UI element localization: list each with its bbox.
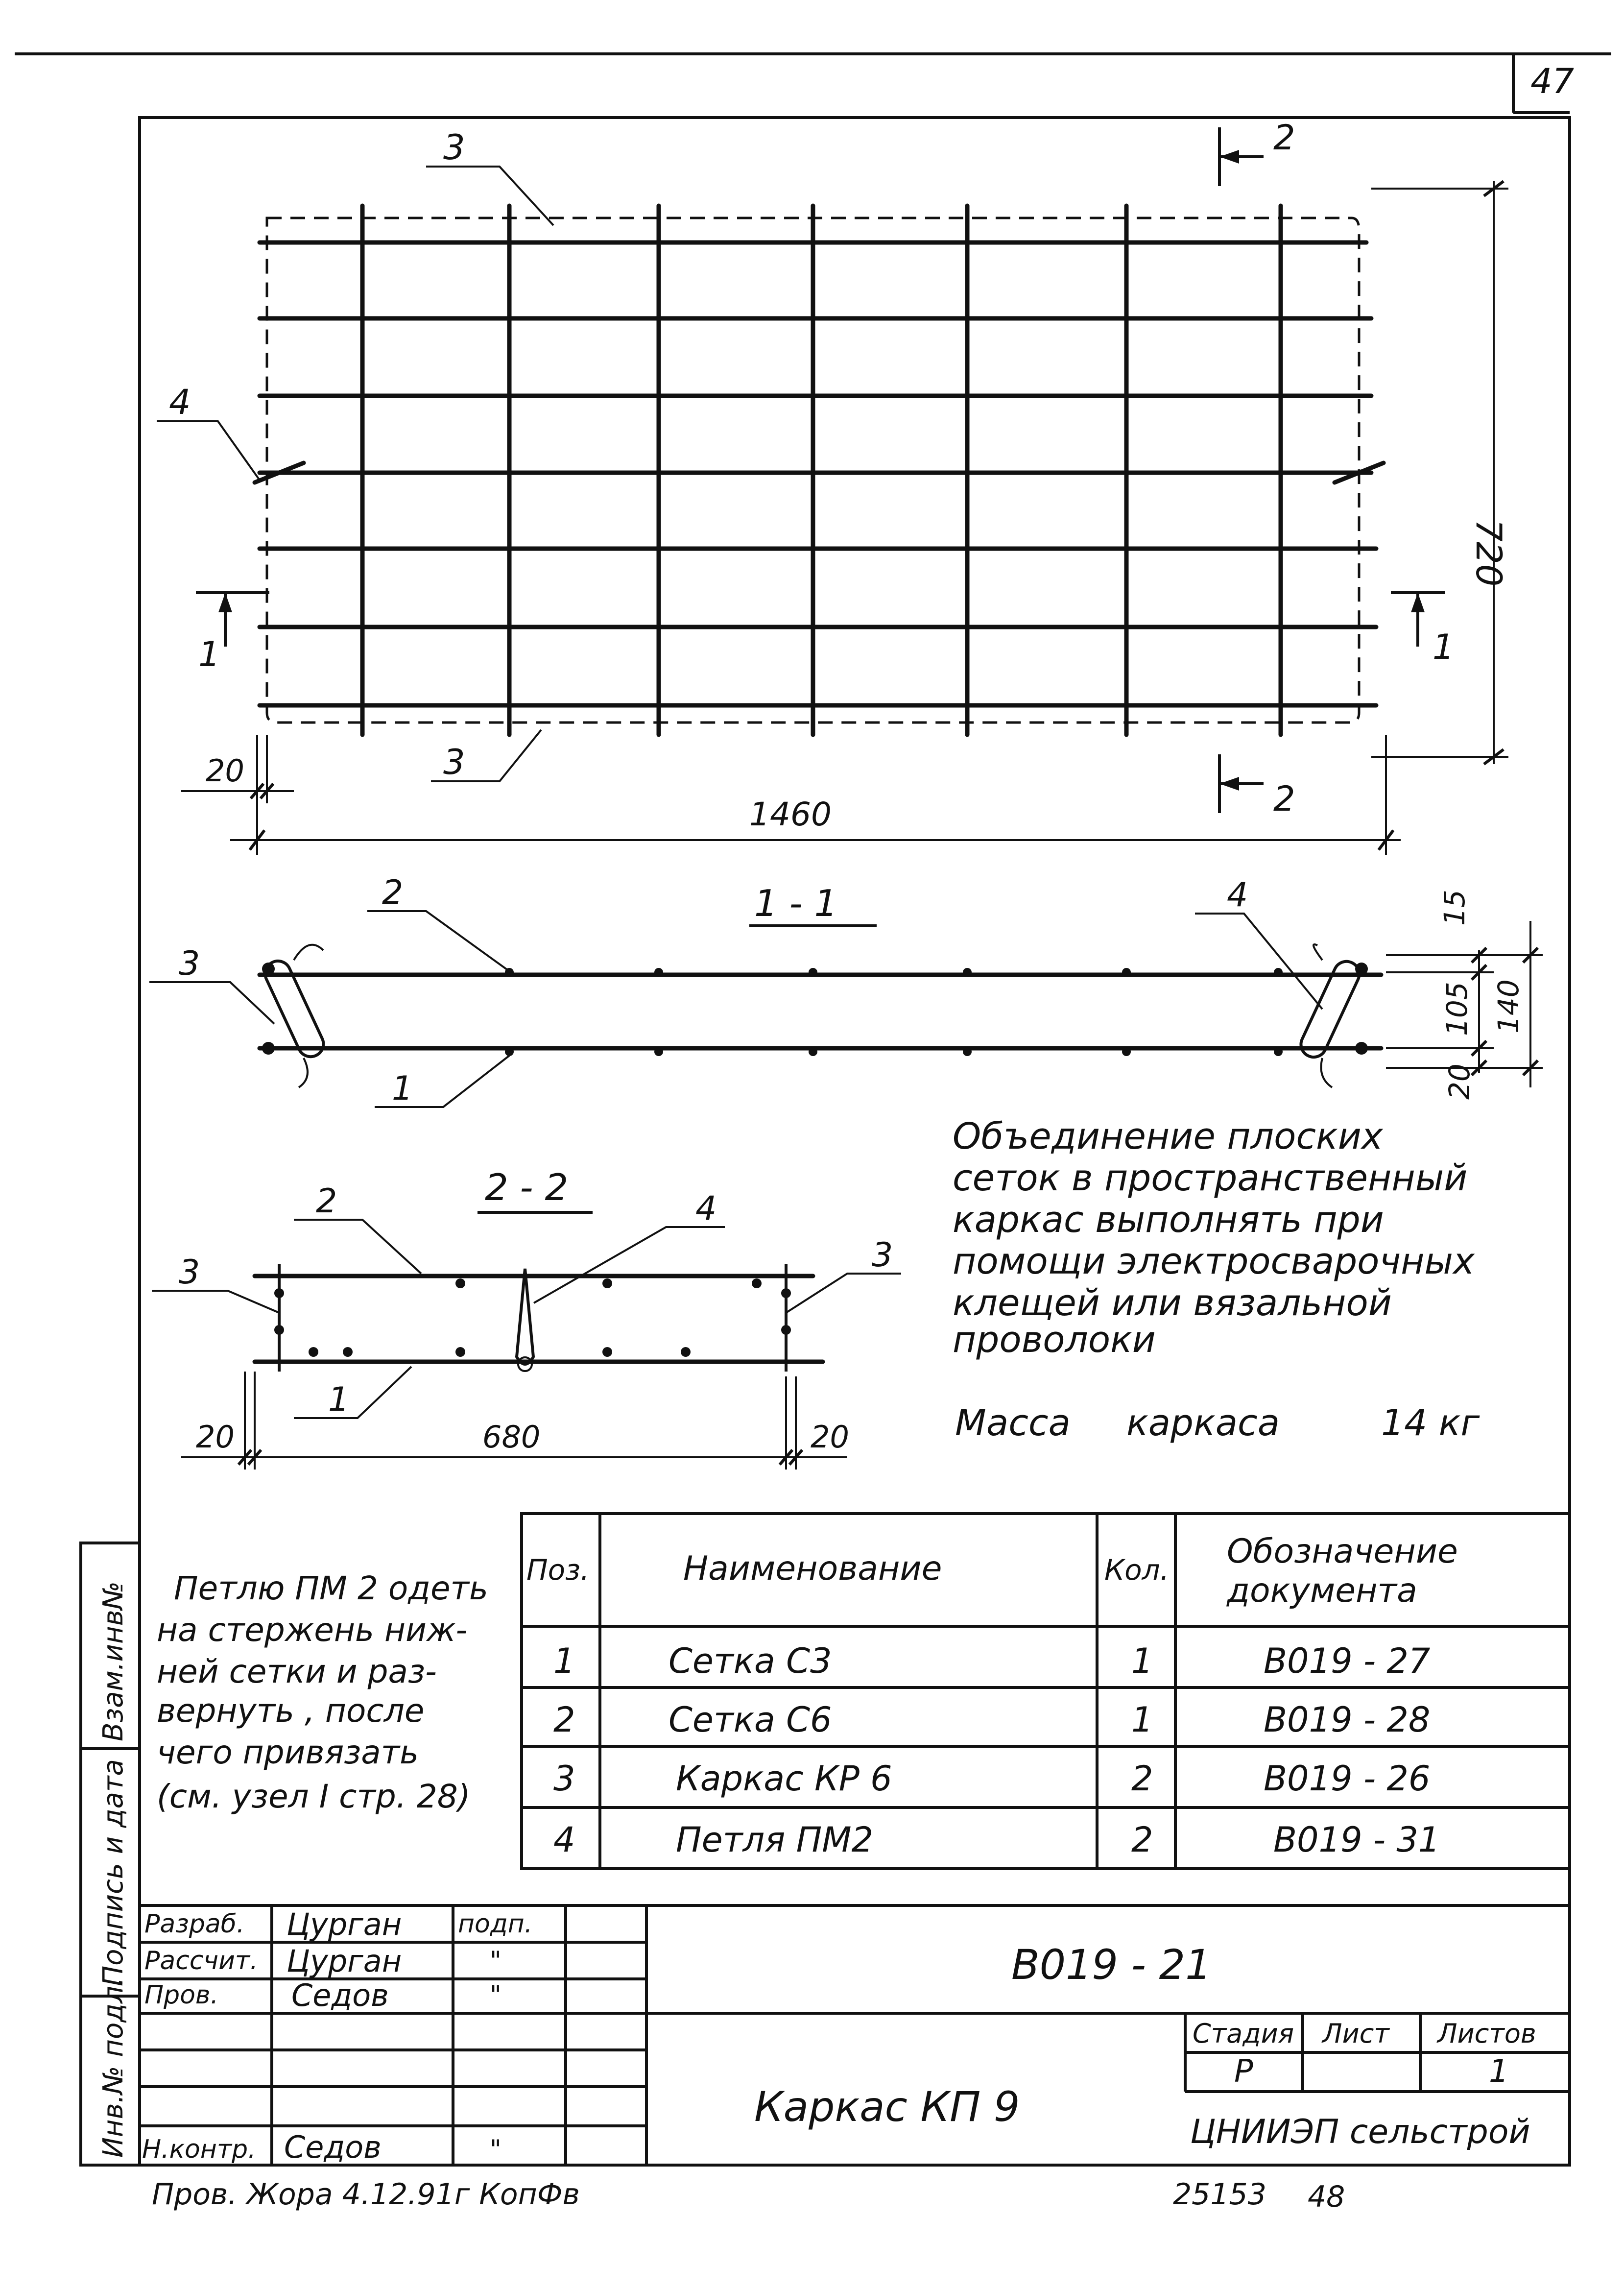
s11-dim-20: 20	[1443, 1063, 1476, 1100]
tb-sign-1: подп.	[458, 1909, 533, 1939]
tb-role-4: Н.контр.	[142, 2135, 256, 2164]
s22-dim-right-20: 20	[811, 1419, 849, 1455]
s22-label-4: 4	[695, 1189, 717, 1228]
section-1-1-title: 1 - 1	[754, 882, 838, 925]
tb-name-4: Седов	[284, 2129, 382, 2165]
mass-note	[955, 1402, 1480, 1444]
assembly-note	[953, 1115, 1475, 1361]
tb-role-2: Рассчит.	[144, 1946, 258, 1976]
tb-organization: ЦНИИЭП сельстрой	[1190, 2113, 1530, 2151]
s11-label-4: 4	[1227, 876, 1248, 915]
s11-label-1: 1	[392, 1069, 413, 1108]
loop-note-line-3: ней сетки и раз-	[157, 1653, 437, 1690]
spec-header-doc-2: документа	[1227, 1571, 1417, 1610]
mass-label: Масса	[955, 1402, 1071, 1444]
s22-label-3-left: 3	[179, 1253, 200, 1292]
spec-row-qty: 2	[1131, 1759, 1153, 1799]
spec-row-pos: 2	[553, 1700, 575, 1740]
page-number: 47	[1530, 61, 1575, 101]
plan-label-pos3-bottom: 3	[443, 742, 465, 782]
stamp-sign-date: Подпись и дата	[97, 1759, 129, 1986]
dim-height-720: 720	[1468, 519, 1509, 587]
spec-row-qty: 1	[1131, 1700, 1153, 1740]
tb-name-2: Цурган	[287, 1943, 402, 1979]
s22-dim-left-20: 20	[196, 1419, 235, 1455]
loop-note-line-4: вернуть , после	[157, 1692, 425, 1730]
tb-name-1: Цурган	[287, 1906, 402, 1942]
note-line-2: сеток в пространственный	[953, 1157, 1468, 1199]
spec-header-name: Наименование	[683, 1549, 942, 1588]
s22-label-1: 1	[328, 1380, 350, 1419]
dim-offset-20: 20	[206, 753, 244, 789]
tb-role-1: Разраб.	[144, 1909, 245, 1939]
plan-label-pos4: 4	[169, 382, 191, 422]
spec-header-doc-1: Обозначение	[1227, 1532, 1458, 1571]
spec-row-name: Сетка С3	[669, 1641, 832, 1681]
tb-sheet-header: Лист	[1322, 2018, 1389, 2049]
note-line-5: клещей или вязальной	[953, 1282, 1392, 1324]
loop-note-line-5: чего привязать	[157, 1734, 419, 1771]
stamp-inv-replace: Взам.инв№	[97, 1581, 129, 1741]
mass-value: 14 кг	[1381, 1402, 1480, 1444]
tb-drawing-name: Каркас КП 9	[754, 2083, 1020, 2131]
section-2-2	[152, 1166, 901, 1470]
s22-label-3-right: 3	[872, 1236, 893, 1275]
spec-header-pos: Поз.	[526, 1553, 590, 1587]
table-row	[553, 1641, 1430, 1681]
section1-mark-right: 1	[1433, 627, 1455, 667]
s11-label-2: 2	[382, 873, 404, 912]
title-block	[140, 1905, 1570, 2165]
note-line-3: каркас выполнять при	[953, 1199, 1384, 1241]
side-stamp	[81, 1543, 140, 2165]
note-line-6: проволоки	[953, 1319, 1156, 1361]
section2-mark-top: 2	[1273, 118, 1295, 158]
loop-note-line-2: на стержень ниж-	[157, 1611, 468, 1649]
loop-note-line-6: (см. узел I стр. 28)	[157, 1778, 471, 1815]
section1-mark-left: 1	[198, 634, 220, 675]
dim-length-1460: 1460	[749, 795, 832, 833]
tb-name-3: Седов	[291, 1977, 389, 2013]
s11-label-3: 3	[179, 944, 200, 983]
note-line-1: Объединение плоских	[953, 1115, 1383, 1157]
note-line-4: помощи электросварочных	[953, 1240, 1475, 1282]
spec-row-pos: 3	[553, 1759, 575, 1799]
spec-row-doc: В019 - 31	[1273, 1820, 1440, 1860]
table-row	[553, 1759, 1430, 1799]
s22-dim-680: 680	[482, 1419, 541, 1455]
tb-sheets-value: 1	[1489, 2053, 1509, 2090]
footer-archive-no: 25153	[1173, 2177, 1266, 2212]
spec-row-pos: 4	[553, 1820, 575, 1860]
spec-header-qty: Кол.	[1104, 1553, 1170, 1587]
tb-stage-header: Стадия	[1193, 2018, 1294, 2049]
spec-row-doc: В019 - 28	[1264, 1700, 1431, 1740]
tb-sign-3: "	[490, 1980, 502, 2010]
stamp-inv-orig: Инв.№ подл.	[97, 1977, 129, 2158]
spec-row-qty: 1	[1131, 1641, 1153, 1681]
spec-row-name: Сетка С6	[669, 1700, 832, 1740]
s11-dim-15: 15	[1438, 890, 1471, 926]
section-2-2-title: 2 - 2	[485, 1166, 569, 1209]
spec-row-doc: В019 - 26	[1264, 1759, 1431, 1799]
tb-doc-code: В019 - 21	[1011, 1941, 1212, 1989]
spec-table	[522, 1514, 1570, 1869]
tb-role-3: Пров.	[144, 1980, 219, 2010]
tb-sign-2: "	[490, 1946, 502, 1976]
s22-label-2: 2	[316, 1182, 337, 1221]
section2-mark-bottom: 2	[1273, 779, 1295, 819]
spec-row-qty: 2	[1131, 1820, 1153, 1860]
loop-note-line-1: Петлю ПМ 2 одеть	[174, 1569, 488, 1607]
footer-checked-note: Пров. Жора 4.12.91г КопФв	[152, 2177, 580, 2212]
table-row	[553, 1700, 1430, 1740]
tb-stage-value: Р	[1234, 2053, 1253, 2090]
plan-label-pos3-top: 3	[443, 127, 465, 168]
loop-note	[157, 1569, 488, 1815]
mass-word: каркаса	[1126, 1402, 1280, 1444]
s11-dim-140: 140	[1492, 979, 1525, 1034]
tb-sheets-header: Листов	[1437, 2018, 1536, 2049]
spec-row-pos: 1	[553, 1641, 575, 1681]
spec-row-doc: В019 - 27	[1264, 1641, 1431, 1681]
table-row	[553, 1820, 1440, 1860]
spec-row-name: Петля ПМ2	[676, 1820, 874, 1860]
s11-dim-105: 105	[1440, 982, 1474, 1036]
tb-sign-4: "	[490, 2135, 502, 2164]
plan-view	[157, 118, 1509, 855]
spec-row-name: Каркас КР 6	[676, 1759, 892, 1799]
section-1-1	[149, 873, 1543, 1108]
footer-archive-page: 48	[1308, 2180, 1345, 2214]
